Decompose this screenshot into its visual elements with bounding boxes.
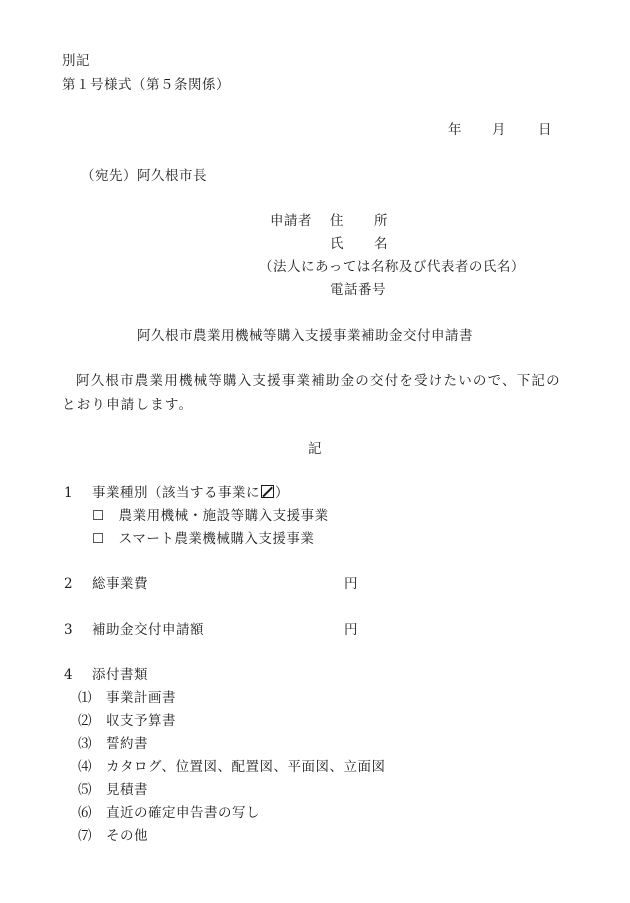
name-label: 氏 [330,236,344,252]
corporate-note: （法人にあっては名称及び代表者の氏名） [259,259,525,275]
attachment-number: ⑷ [78,759,92,775]
attachment-item [78,758,385,776]
attachment-number: ⑶ [78,736,92,752]
form-number: 第１号様式（第５条関係） [62,77,230,93]
section-2-number: 2 [64,576,74,592]
appendix-label: 別記 [62,53,90,69]
attachment-label: 見積書 [106,782,148,798]
body-line-2: とおり申請します。 [62,397,194,413]
attachment-item [78,804,260,822]
attachment-number: ⑵ [78,713,92,729]
option-label: スマート農業機械購入支援事業 [118,531,315,547]
section-3-label: 補助金交付申請額 [92,622,204,638]
option-label: 農業用機械・施設等購入支援事業 [118,508,329,524]
name-label-2: 名 [374,236,388,252]
section-4-number: 4 [64,667,74,683]
address-label-2: 所 [374,213,388,229]
option-smart-agriculture [92,530,314,548]
section-1-label [92,484,289,502]
attachment-number: ⑹ [78,805,92,821]
attachment-label: 収支予算書 [106,713,176,729]
body-line-1: 阿久根市農業用機械等購入支援事業補助金の交付を受けたいので、下記の [76,373,561,389]
phone-label: 電話番号 [330,282,386,298]
section-3-unit: 円 [344,622,358,638]
ki-heading: 記 [308,441,322,457]
section-1-number: 1 [64,485,74,501]
attachment-number: ⑸ [78,782,92,798]
addressee: （宛先）阿久根市長 [81,168,207,184]
document-title: 阿久根市農業用機械等購入支援事業補助金交付申請書 [137,328,473,344]
date-day: 日 [538,122,552,138]
section-1-label-close: ） [275,485,289,501]
applicant-label: 申請者 [270,213,312,229]
section-2-label: 総事業費 [92,576,148,592]
option-agricultural-machinery [92,507,329,525]
attachment-item [78,712,176,730]
attachment-item [78,781,148,799]
section-4-label: 添付書類 [92,667,148,683]
attachment-number: ⑴ [78,690,92,706]
attachment-label: その他 [106,828,148,844]
date-month: 月 [492,122,506,138]
attachment-label: 誓約書 [106,736,148,752]
section-1-label-text: 事業種別（該当する事業に [92,485,260,501]
attachment-item [78,827,148,845]
checked-box-icon [261,485,274,498]
attachment-number: ⑺ [78,828,92,844]
attachment-item [78,735,148,753]
section-3-number: 3 [64,622,74,638]
date-year: 年 [448,122,462,138]
attachment-label: 直近の確定申告書の写し [106,805,260,821]
attachment-label: カタログ、位置図、配置図、平面図、立面図 [106,759,386,775]
checkbox-icon[interactable]: ☐ [92,508,105,524]
checkbox-icon[interactable]: ☐ [92,531,105,547]
section-2-unit: 円 [344,576,358,592]
attachment-label: 事業計画書 [106,690,176,706]
address-label: 住 [330,213,344,229]
attachment-item [78,689,176,707]
